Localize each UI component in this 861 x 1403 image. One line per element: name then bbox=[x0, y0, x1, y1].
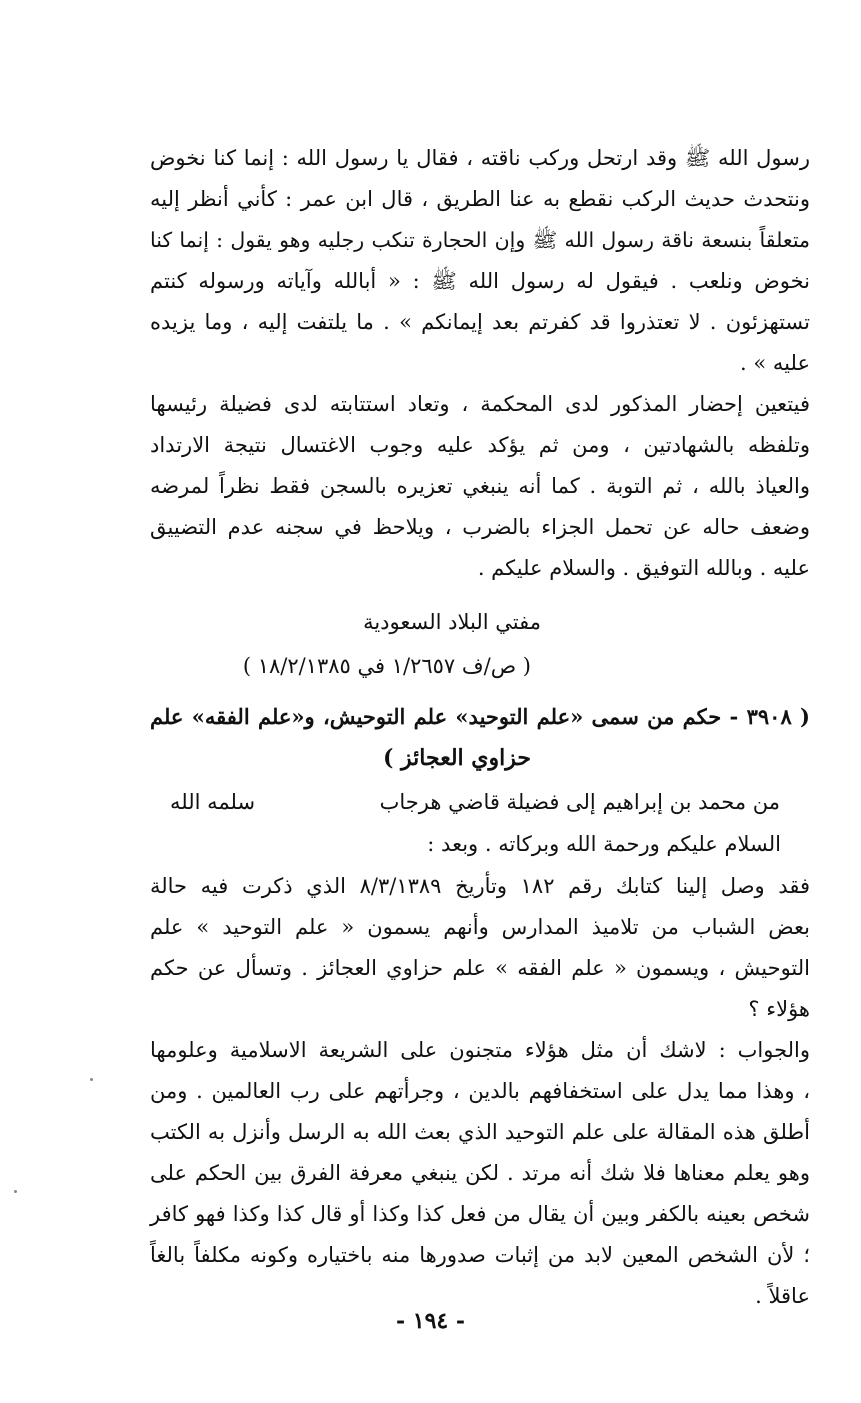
scan-speck bbox=[90, 1078, 93, 1081]
text-line: شخص بعينه بالكفر وبين أن يقال من فعل كذا وكذا أو قال كذا وكذا فهو كافر bbox=[150, 1202, 810, 1226]
text-line: والجواب : لاشك أن مثل هؤلاء متجنون على الشريعة الاسلامية وعلومها bbox=[150, 1038, 810, 1062]
text-line: والعياذ بالله ، ثم التوبة . كما أنه ينبغي تعزيره بالسجن فقط نظراً لمرضه bbox=[150, 474, 810, 498]
text-line: فيتعين إحضار المذكور لدى المحكمة ، وتعاد استتابته لدى فضيلة رئيسها bbox=[150, 392, 810, 416]
text-line: وتلفظه بالشهادتين ، ومن ثم يؤكد عليه وجوب الاغتسال نتيجة الارتداد bbox=[150, 433, 810, 457]
sender-from: من محمد بن إبراهيم إلى فضيلة قاضي هرجاب bbox=[379, 790, 780, 814]
text-line: فقد وصل إلينا كتابك رقم ١٨٢ وتأريخ ٨/٣/١٣٨٩ الذي ذكرت فيه حالة bbox=[150, 874, 810, 898]
page-number: - ١٩٤ - bbox=[395, 1308, 466, 1334]
scan-speck bbox=[14, 1190, 17, 1193]
text-line: ؛ لأن الشخص المعين لابد من إثبات صدورها منه باختياره وكونه مكلفاً بالغاً bbox=[150, 1243, 810, 1267]
sender-blessing: سلمه الله bbox=[170, 790, 256, 814]
text-line: وضعف حاله عن تحمل الجزاء بالضرب ، ويلاحظ في سجنه عدم التضييق bbox=[150, 515, 810, 539]
paragraph-answer bbox=[150, 1030, 810, 1317]
text-line: رسول الله ﷺ وقد ارتحل وركب ناقته ، فقال يا رسول الله : إنما كنا نخوض bbox=[150, 146, 810, 170]
text-line: التوحيش ، ويسمون « علم الفقه » علم حزاوي العجائز . وتسأل عن حكم bbox=[150, 956, 810, 980]
text-line: ونتحدث حديث الركب نقطع به عنا الطريق ، قال ابن عمر : كأني أنظر إليه bbox=[150, 187, 810, 211]
text-line: عاقلاً . bbox=[755, 1284, 810, 1308]
text-line: تستهزئون . لا تعتذروا قد كفرتم بعد إيمانكم » . ما يلتفت إليه ، وما يزيده bbox=[150, 310, 810, 334]
fatwa-heading bbox=[150, 696, 810, 737]
text-line: وهو يعلم معناها فلا شك أنه مرتد . لكن ينبغي معرفة الفرق بين الحكم على bbox=[150, 1161, 810, 1185]
text-line: عليه » . bbox=[740, 351, 810, 375]
signature: مفتي البلاد السعودية bbox=[363, 610, 541, 634]
paragraph-question bbox=[150, 866, 810, 1030]
text-line: عليه . وبالله التوفيق . والسلام عليكم . bbox=[477, 556, 810, 580]
heading-line: ( ٣٩٠٨ - حكم من سمى «علم التوحيد» علم التوحيش، و«علم الفقه» علم bbox=[150, 704, 810, 729]
heading-line: حزاوي العجائز ) bbox=[382, 745, 531, 771]
text-line: بعض الشباب من تلاميذ المدارس وأنهم يسمون « علم التوحيد » علم bbox=[150, 915, 810, 939]
text-line: نخوض ونلعب . فيقول له رسول الله ﷺ : « أبالله وآياته ورسوله كنتم bbox=[150, 269, 810, 293]
greeting: السلام عليكم ورحمة الله وبركاته . وبعد : bbox=[427, 832, 781, 856]
paragraph-ruling bbox=[150, 384, 810, 589]
text-line: أطلق هذه المقالة على علم التوحيد الذي بعث الله به الرسل وأنزل به الكتب bbox=[150, 1120, 810, 1144]
text-line: ، وهذا مما يدل على استخفافهم بالدين ، وجرأتهم على رب العالمين . ومن bbox=[150, 1079, 810, 1103]
paragraph-hadith bbox=[150, 138, 810, 384]
reference-number: ( ص/ف ١/٢٦٥٧ في ١٨/٢/١٣٨٥ ) bbox=[242, 654, 531, 678]
text-line: متعلقاً بنسعة ناقة رسول الله ﷺ وإن الحجارة تنكب رجليه وهو يقول : إنما كنا bbox=[150, 228, 810, 252]
text-line: هؤلاء ؟ bbox=[748, 997, 810, 1021]
